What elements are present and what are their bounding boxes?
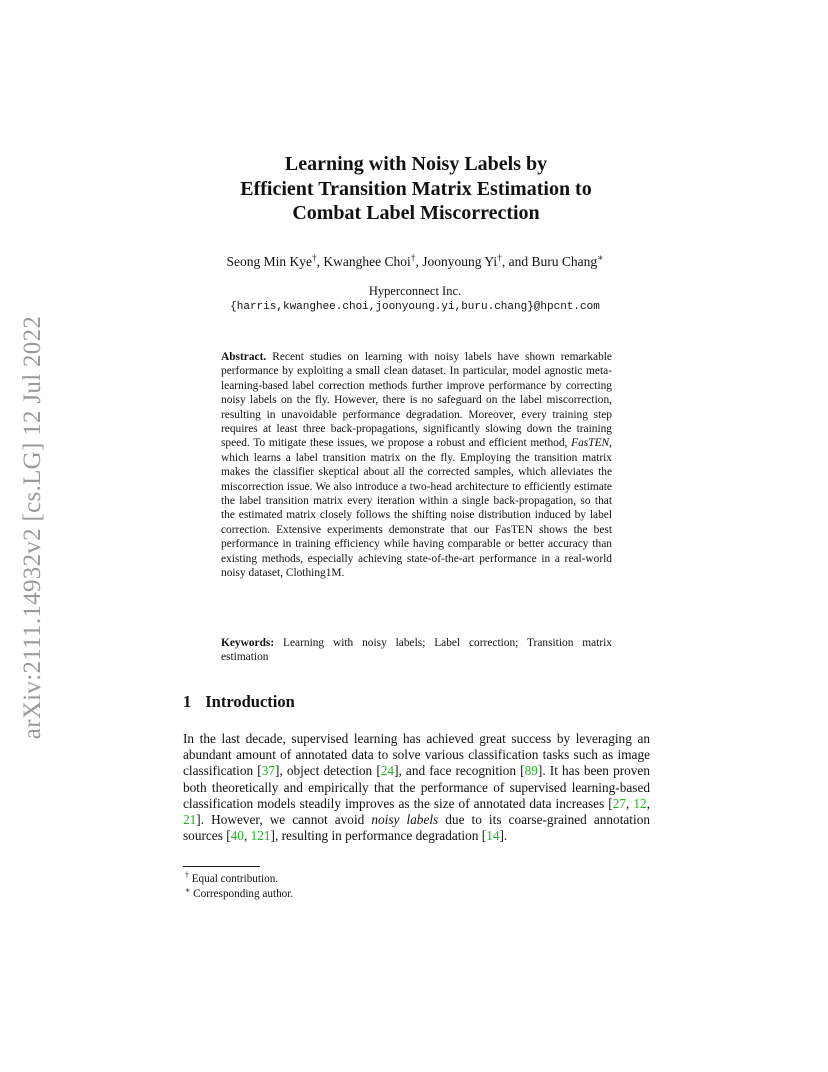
citation-link[interactable]: 40 — [230, 828, 244, 844]
footnote-divider — [183, 866, 260, 867]
arxiv-identifier-text: arXiv:2111.14932v2 [cs.LG] 12 Jul 2022 — [19, 315, 47, 740]
footnote-mark: ∗ — [185, 884, 191, 894]
intro-text: . It has been proven both theoretically and empirically that the performance of supervised learning-based classification models steadily improves as the size of annotated data increases — [183, 763, 650, 811]
intro-text: . However, we cannot avoid — [200, 812, 372, 828]
footnote-equal-contribution — [185, 872, 485, 887]
author-name: Joonyoung Yi — [422, 254, 498, 269]
author-mark: ∗ — [597, 253, 604, 264]
abstract-text: Recent studies on learning with noisy labels have shown remarkable performance by exploiting a small clean dataset. In particular, model agnostic meta-learning-based label correction methods further improve performance by correcting noisy labels on the fly. However, there is no safeguard on the label miscorrection, resulting in unavoidable performance degradation. Moreover, every training step requires at least three back-propagations, significantly slowing down the training speed. To mitigate these issues, we propose a robust and efficient method, — [221, 351, 612, 450]
intro-text: , and face recognition — [398, 763, 521, 779]
citation-link[interactable]: 37 — [261, 763, 275, 779]
affiliation-name: Hyperconnect Inc. — [368, 284, 462, 298]
title-line: Efficient Transition Matrix Estimation to — [240, 177, 592, 200]
citation-link[interactable]: 21 — [183, 812, 197, 828]
intro-text: due to its coarse-grained annotation sources — [183, 812, 650, 844]
abstract — [221, 350, 612, 581]
keywords-label: Keywords: — [221, 637, 275, 649]
section-number: 1 — [183, 692, 192, 711]
affiliation-block — [170, 283, 660, 315]
keywords — [221, 636, 612, 665]
citation-link[interactable]: 14 — [486, 828, 500, 844]
author-name: Kwanghee Choi — [323, 254, 411, 269]
citation-link[interactable]: 24 — [380, 763, 395, 779]
footnote-mark: † — [185, 870, 189, 880]
author-list — [170, 254, 660, 270]
intro-text: In the last decade, supervised learning has achieved great success by leveraging an abundant amount of annotated data to solve various classification tasks such as image classification — [183, 731, 650, 779]
method-name: FasTEN — [571, 437, 610, 450]
author-mark: † — [410, 253, 416, 264]
footnotes — [185, 872, 485, 901]
intro-text: , resulting in performance degradation — [274, 828, 482, 844]
section-title: Introduction — [205, 692, 295, 711]
author-emails: {harris,kwanghee.choi,joonyoung.yi,buru.chang}@hpcnt.com — [230, 301, 600, 313]
author-name: Seong Min Kye — [226, 254, 312, 269]
abstract-label: Abstract. — [221, 351, 267, 363]
title-line: Learning with Noisy Labels by — [284, 153, 548, 175]
author-mark: † — [311, 253, 317, 264]
citation-link[interactable]: 12 — [633, 795, 647, 811]
author-separator: , and — [501, 254, 532, 269]
keywords-text: Learning with noisy labels; Label correction; Transition matrix estimation — [221, 637, 612, 664]
author-separator: , — [316, 254, 324, 269]
abstract-text: , which learns a label transition matrix on the fly. Employing the transition matrix makes the classifier skeptical about all the corrected samples, which alleviates the miscorrection issue. We also introduce a two-head architecture to efficiently estimate the label transition matrix every iteration within a single back-propagation, so that the estimated matrix closely follows the shifting noise distribution induced by label correction. Extensive experiments demonstrate that our FasTEN shows the best performance in training efficiency while having comparable or better accuracy than existing methods, especially achieving state-of-the-art performance in a real-world noisy dataset, Clothing1M. — [221, 437, 612, 580]
author-separator: , — [415, 254, 423, 269]
author-name: Buru Chang — [531, 254, 598, 269]
citation-link[interactable]: 89 — [524, 763, 538, 779]
citation-link[interactable]: 121 — [250, 828, 271, 844]
intro-text: . — [503, 828, 508, 844]
title-line: Combat Label Miscorrection — [292, 202, 540, 224]
arxiv-identifier-stamp — [10, 295, 56, 760]
intro-text: , object detection — [279, 763, 377, 779]
section-heading — [183, 692, 295, 712]
footnote-corresponding-author — [185, 884, 485, 902]
author-mark: † — [497, 253, 502, 264]
paper-title — [190, 152, 642, 226]
citation-link[interactable]: 27 — [612, 795, 627, 811]
footnote-text: Corresponding author. — [193, 887, 294, 900]
intro-paragraph: In the last decade, supervised learning has achieved great success by leveraging an abundant amount of annotated data to solve various classification tasks such as image classification [37], object detection [24], and face recognition [89]. It has been proven both theoretically and empirically that the performance of supervised learning-based classification models steadily improves as the size of annotated data increases [27, 12, 21]. However, we cannot avoid noisy labels due to its coarse-grained annotation sources [40, 121], resulting in performance degradation [14]. — [183, 731, 651, 844]
emphasis-text: noisy labels — [371, 812, 439, 828]
footnote-text: Equal contribution. — [191, 873, 279, 885]
